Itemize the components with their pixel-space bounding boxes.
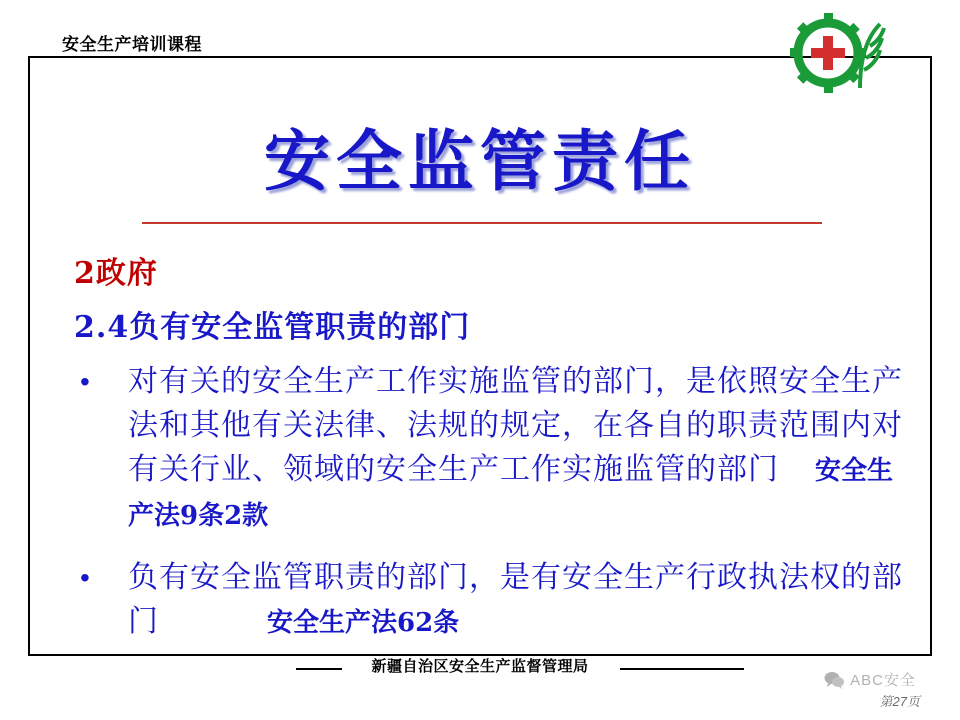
list-item — [74, 360, 904, 538]
watermark-label: ABC安全 — [850, 672, 916, 689]
list-item — [74, 556, 904, 645]
bullet-body — [128, 556, 904, 645]
sub-heading: 2.4负有安全监管职责的部门 — [74, 310, 471, 345]
title-underline-rule — [142, 222, 822, 224]
footer-organization: 新疆自治区安全生产监督管理局 — [371, 658, 589, 675]
bullet-citation-2: 安全生产法62条 — [267, 608, 460, 638]
bullet-text-2: 负有安全监管职责的部门，是有安全生产行政执法权的部门 — [128, 560, 903, 639]
page-number: 第27页 — [879, 694, 920, 709]
course-header-label: 安全生产培训课程 — [62, 35, 202, 54]
bullet-body — [128, 360, 904, 538]
bullet-citation-1: 安全生产法9条2款 — [128, 456, 894, 531]
slide-title: 安全监管责任 — [264, 122, 696, 200]
section-heading: 2政府 — [74, 256, 158, 291]
bullet-marker: • — [80, 562, 90, 593]
slide-content — [74, 248, 904, 663]
wechat-icon — [824, 671, 844, 689]
safety-production-emblem-icon — [788, 10, 888, 96]
watermark — [824, 669, 916, 690]
bullet-text-1: 对有关的安全生产工作实施监管的部门，是依照安全生产法和其他有关法律、法规的规定，在各自的职责范围内对有关行业、领域的安全生产工作实施监管的部门 — [128, 364, 903, 487]
bullet-marker: • — [80, 366, 90, 397]
